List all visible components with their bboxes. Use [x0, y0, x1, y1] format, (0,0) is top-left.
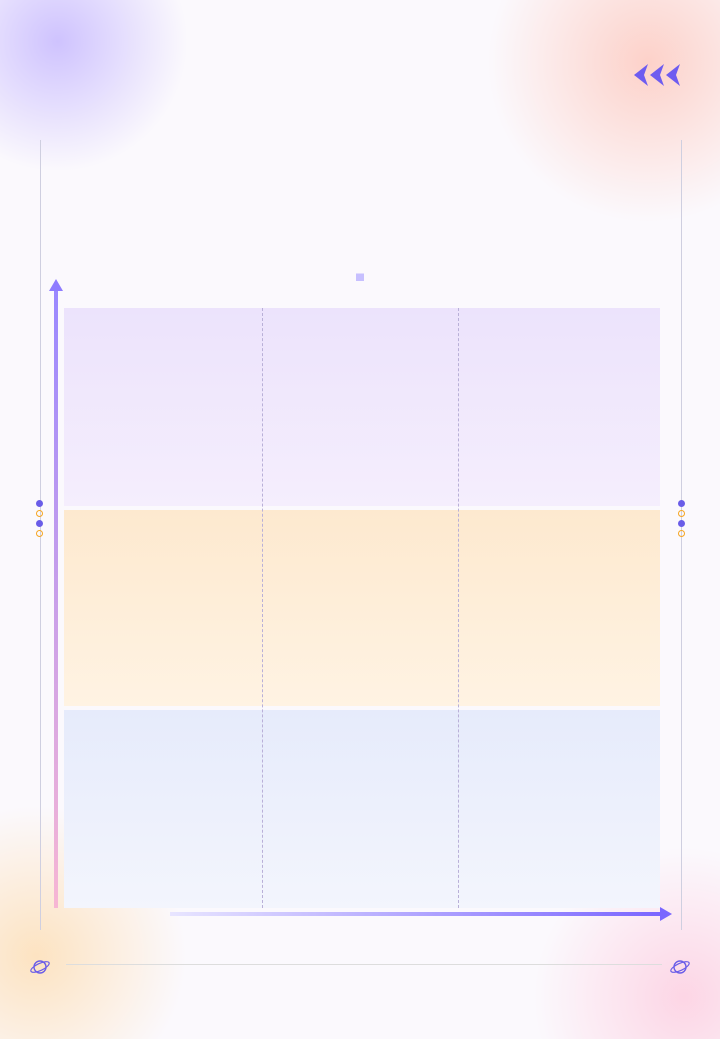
planet-icon: [29, 956, 51, 978]
footer-rule: [66, 964, 662, 965]
x-axis: [170, 912, 662, 916]
starburst-icon: [104, 70, 166, 132]
matrix-title: [0, 262, 720, 281]
triple-arrow-icon: [630, 62, 686, 88]
column-divider: [458, 308, 459, 908]
row-basic-security: [64, 710, 660, 908]
row-emotional-connection: [64, 510, 660, 706]
dot-cluster-icon: [676, 497, 686, 540]
x-axis-arrow-icon: [660, 907, 672, 921]
row-self-actualization: [64, 308, 660, 506]
y-axis-arrow-icon: [49, 279, 63, 291]
planet-icon: [669, 956, 691, 978]
dot-cluster-icon: [34, 497, 44, 540]
y-axis: [54, 288, 58, 908]
column-divider: [262, 308, 263, 908]
